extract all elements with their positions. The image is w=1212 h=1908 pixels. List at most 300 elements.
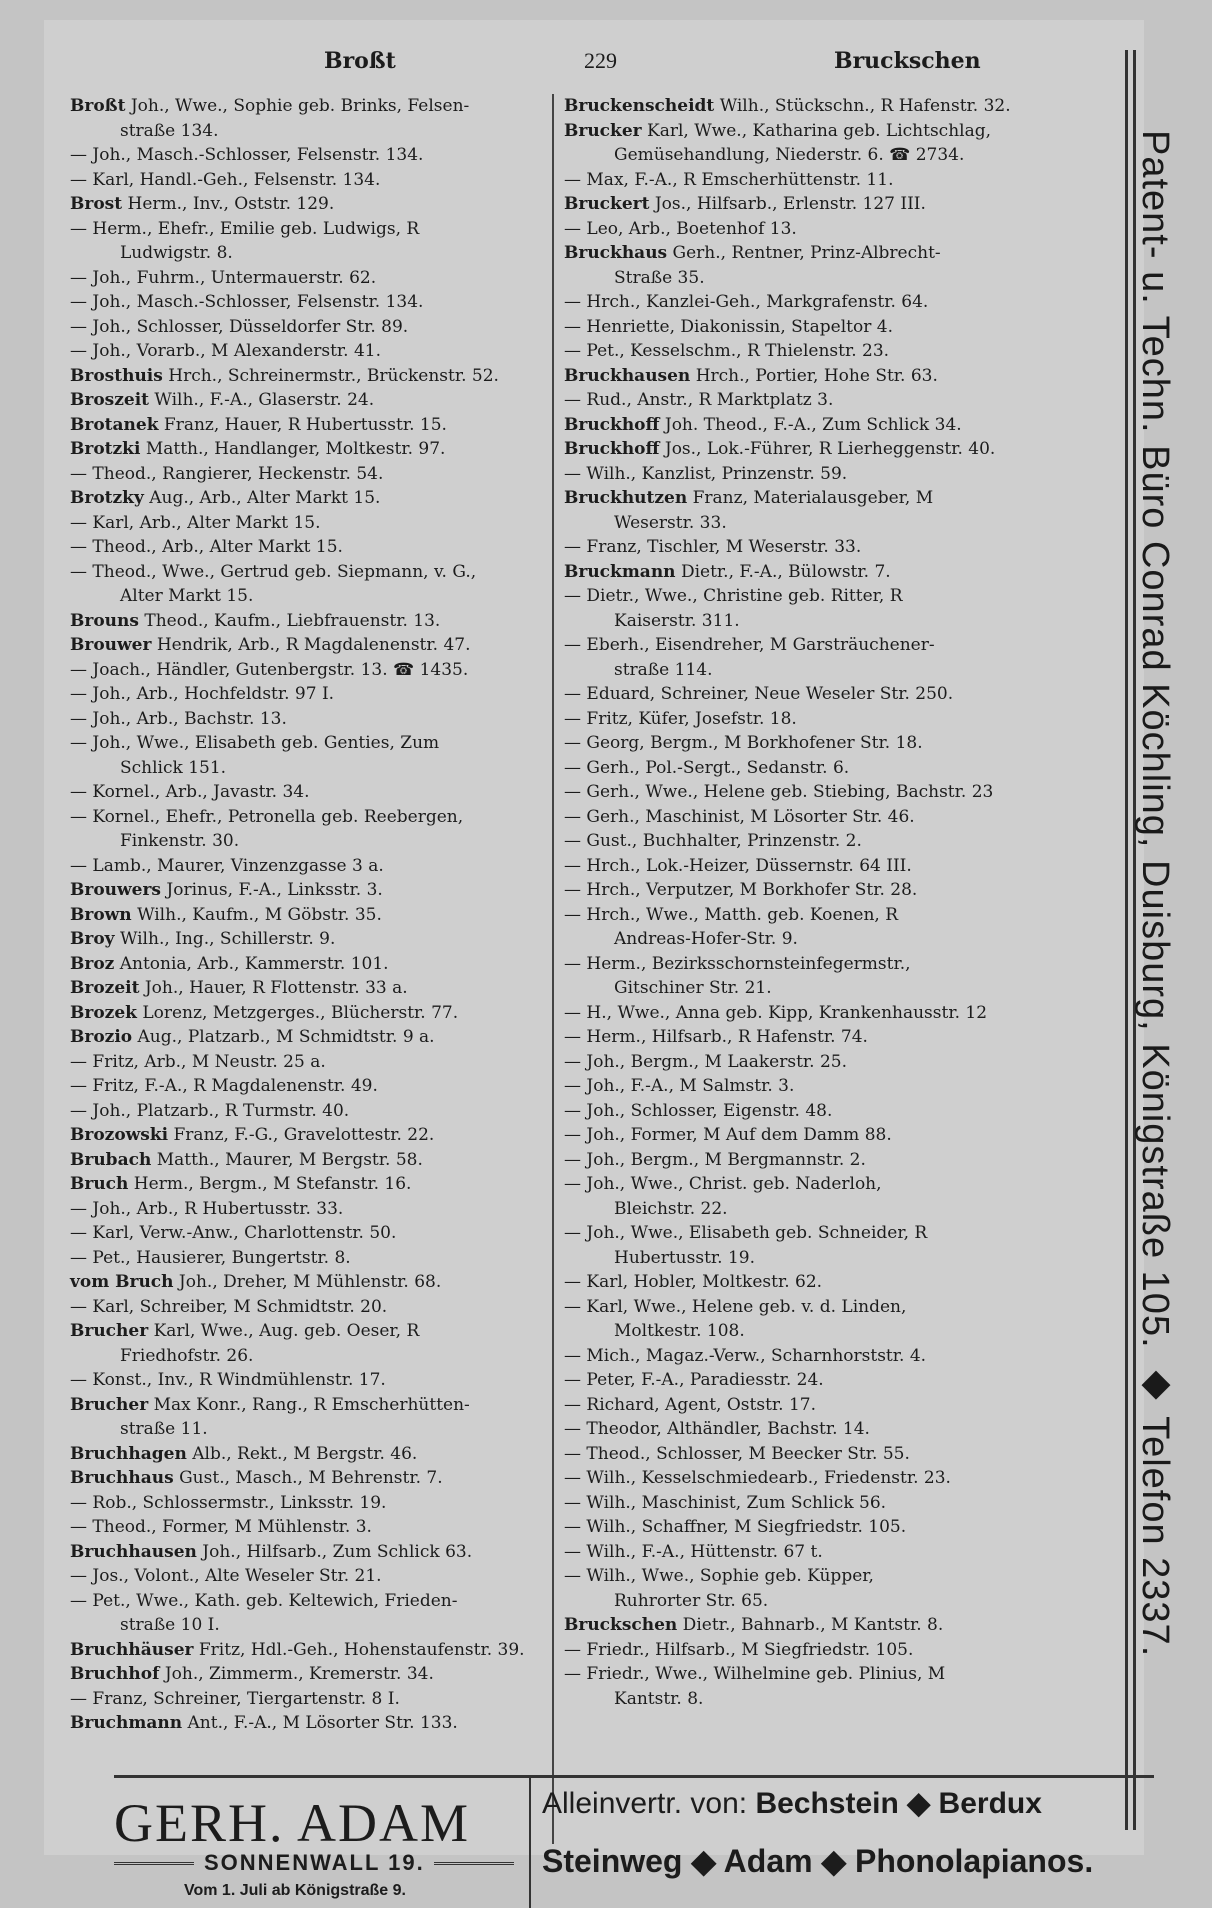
directory-entry <box>70 1466 540 1491</box>
entry-text: — Joh., Wwe., Christ. geb. Naderloh, <box>564 1174 882 1194</box>
entry-surname: Bruckhoff <box>564 414 660 435</box>
entry-surname: Brucker <box>564 120 642 141</box>
directory-entry <box>564 266 1129 291</box>
entry-text: Ruhrorter Str. 65. <box>614 1590 769 1611</box>
ad-note: Vom 1. Juli ab Königstraße 9. <box>184 1882 406 1899</box>
directory-entry <box>70 1515 540 1540</box>
entry-text: — Rud., Anstr., R Marktplatz 3. <box>564 390 834 410</box>
directory-entry <box>564 952 1129 977</box>
advertisement <box>114 1775 1154 1899</box>
entry-text: Hubertusstr. 19. <box>614 1247 756 1268</box>
entry-text: — Theod., Arb., Alter Markt 15. <box>70 537 343 557</box>
page-header <box>74 48 1134 88</box>
ad-address: SONNENWALL 19. <box>204 1850 425 1875</box>
directory-entry <box>70 829 540 854</box>
entry-text: Gemüsehandlung, Niederstr. 6. ☎ 2734. <box>614 145 965 165</box>
directory-entry <box>70 1564 540 1589</box>
directory-entry <box>70 339 540 364</box>
left-column <box>70 94 540 1736</box>
entry-surname: Bruchhagen <box>70 1443 187 1464</box>
entry-text: — Henriette, Diakonissin, Stapeltor 4. <box>564 316 893 337</box>
directory-entry <box>70 976 540 1001</box>
entry-text: Bleichstr. 22. <box>614 1198 728 1219</box>
entry-text: Wilh., F.-A., Glaserstr. 24. <box>149 390 375 410</box>
directory-entry <box>564 388 1129 413</box>
directory-entry <box>564 486 1129 511</box>
directory-entry <box>70 1172 540 1197</box>
directory-entry <box>70 1148 540 1173</box>
entry-text: Matth., Maurer, M Bergstr. 58. <box>151 1149 423 1170</box>
entry-text: — Franz, Schreiner, Tiergartenstr. 8 I. <box>70 1688 400 1709</box>
ad-line1-brands: Bechstein ◆ Berdux <box>755 1787 1042 1820</box>
entry-surname: Brozio <box>70 1027 133 1047</box>
directory-entry <box>564 315 1129 340</box>
entry-text: Moltkestr. 108. <box>614 1321 745 1341</box>
side-advert-text: Patent- u. Techn. Büro Conrad Köchling, Duisburg, Königstraße 105. ◆ Telefon 2337. <box>1134 130 1176 1658</box>
entry-text: Franz, Materialausgeber, M <box>687 488 934 508</box>
entry-text: Wilh., Stückschn., R Hafenstr. 32. <box>714 96 1011 116</box>
entry-text: Karl, Wwe., Aug. geb. Oeser, R <box>148 1321 420 1341</box>
directory-entry <box>70 290 540 315</box>
directory-entry <box>70 878 540 903</box>
directory-entry <box>70 1099 540 1124</box>
directory-entry <box>564 217 1129 242</box>
entry-surname: Bruchhof <box>70 1664 160 1684</box>
column-divider <box>552 94 554 1844</box>
ad-line1-prefix: Alleinvertr. von: <box>542 1787 748 1820</box>
directory-entry <box>564 1564 1129 1589</box>
directory-entry <box>70 511 540 536</box>
directory-entry <box>564 1172 1129 1197</box>
entry-surname: Bruchhaus <box>70 1468 174 1488</box>
entry-text: Andreas-Hofer-Str. 9. <box>614 929 798 949</box>
entry-text: Alb., Rekt., M Bergstr. 46. <box>186 1443 418 1464</box>
directory-entry <box>564 584 1129 609</box>
entry-text: — Joh., Arb., Hochfeldstr. 97 I. <box>70 684 335 704</box>
directory-entry <box>564 560 1129 585</box>
entry-text: — Theod., Wwe., Gertrud geb. Siepmann, v. G., <box>70 561 477 582</box>
directory-entry <box>70 241 540 266</box>
directory-entry <box>564 1295 1129 1320</box>
entry-text: — Fritz, Arb., M Neustr. 25 a. <box>70 1051 326 1072</box>
entry-text: — Kornel., Ehefr., Petronella geb. Reebergen, <box>70 806 464 827</box>
directory-entry <box>70 217 540 242</box>
entry-text: — Gerh., Pol.-Sergt., Sedanstr. 6. <box>564 757 850 778</box>
directory-entry <box>70 658 540 683</box>
entry-text: — Eberh., Eisendreher, M Garsträuchener- <box>564 635 935 655</box>
directory-entry <box>564 609 1129 634</box>
directory-entry <box>564 462 1129 487</box>
entry-text: — Fritz, F.-A., R Magdalenenstr. 49. <box>70 1076 378 1096</box>
entry-text: Gitschiner Str. 21. <box>614 978 772 998</box>
entry-surname: Brozek <box>70 1002 137 1023</box>
directory-entry <box>70 315 540 340</box>
directory-entry <box>70 682 540 707</box>
directory-entry <box>564 878 1129 903</box>
entry-text: — Joh., Wwe., Elisabeth geb. Genties, Zum <box>70 733 440 753</box>
directory-entry <box>70 486 540 511</box>
entry-text: — Friedr., Wwe., Wilhelmine geb. Plinius, M <box>564 1664 946 1684</box>
entry-text: — Georg, Bergm., M Borkhofener Str. 18. <box>564 733 923 753</box>
entry-text: — Joh., Wwe., Elisabeth geb. Schneider, R <box>564 1223 928 1243</box>
directory-entry <box>564 192 1129 217</box>
directory-entry <box>564 437 1129 462</box>
entry-text: Jos., Lok.-Führer, R Lierheggenstr. 40. <box>659 439 996 459</box>
entry-text: — Konst., Inv., R Windmühlenstr. 17. <box>70 1370 386 1390</box>
entry-text: — Karl, Schreiber, M Schmidtstr. 20. <box>70 1296 388 1317</box>
entry-text: straße 10 I. <box>120 1615 220 1635</box>
entry-surname: Brouns <box>70 610 139 631</box>
directory-entry <box>70 756 540 781</box>
directory-entry <box>564 94 1129 119</box>
entry-text: — Theod., Rangierer, Heckenstr. 54. <box>70 463 384 484</box>
ad-rule-left <box>114 1862 194 1865</box>
directory-entry <box>70 609 540 634</box>
entry-text: — Herm., Hilfsarb., R Hafenstr. 74. <box>564 1027 868 1047</box>
directory-page <box>44 20 1144 1899</box>
entry-text: — Karl, Wwe., Helene geb. v. d. Linden, <box>564 1296 907 1317</box>
entry-text: — Friedr., Hilfsarb., M Siegfriedstr. 105. <box>564 1639 914 1660</box>
entry-text: Gerh., Rentner, Prinz-Albrecht- <box>667 243 941 263</box>
entry-surname: Bruckert <box>564 194 650 214</box>
directory-entry <box>70 1417 540 1442</box>
ad-company: GERH. ADAM <box>114 1793 471 1853</box>
directory-entry <box>564 168 1129 193</box>
ad-line2: Steinweg ◆ Adam ◆ Phonolapianos. <box>542 1843 1094 1879</box>
directory-entry <box>564 1099 1129 1124</box>
directory-entry <box>564 1344 1129 1369</box>
directory-entry <box>564 1687 1129 1712</box>
directory-entry <box>70 1393 540 1418</box>
entry-text: — Wilh., Schaffner, M Siegfriedstr. 105. <box>564 1517 907 1537</box>
entry-surname: Brozowski <box>70 1125 169 1145</box>
entry-text: Dietr., Bahnarb., M Kantstr. 8. <box>677 1615 944 1635</box>
entry-text: Wilh., Kaufm., M Göbstr. 35. <box>131 904 382 925</box>
entry-text: — Franz, Tischler, M Weserstr. 33. <box>564 537 862 557</box>
entry-text: — Theod., Schlosser, M Beecker Str. 55. <box>564 1443 910 1464</box>
directory-entry <box>70 1270 540 1295</box>
directory-entry <box>70 1025 540 1050</box>
entry-text: — Gerh., Wwe., Helene geb. Stiebing, Bachstr. 23 <box>564 782 994 802</box>
directory-entry <box>564 1515 1129 1540</box>
directory-entry <box>564 633 1129 658</box>
entry-text: Weserstr. 33. <box>614 512 727 533</box>
entry-text: Ant., F.-A., M Lösorter Str. 133. <box>182 1713 458 1733</box>
directory-entry <box>70 388 540 413</box>
directory-entry <box>564 1540 1129 1565</box>
entry-surname: Bruchhausen <box>70 1541 197 1562</box>
directory-entry <box>564 1123 1129 1148</box>
entry-text: — Mich., Magaz.-Verw., Scharnhorststr. 4. <box>564 1345 927 1366</box>
right-column <box>564 94 1129 1711</box>
entry-surname: Bruckenscheidt <box>564 96 715 116</box>
header-right-keyword: Bruckschen <box>834 48 981 74</box>
directory-entry <box>564 829 1129 854</box>
entry-surname: Broszeit <box>70 390 150 410</box>
entry-text: — Joh., Former, M Auf dem Damm 88. <box>564 1125 892 1145</box>
directory-entry <box>70 633 540 658</box>
directory-entry <box>564 1148 1129 1173</box>
entry-text: — Karl, Hobler, Moltkestr. 62. <box>564 1272 823 1292</box>
entry-surname: Brozeit <box>70 978 140 998</box>
side-advert <box>1125 50 1185 1830</box>
directory-entry <box>70 1711 540 1736</box>
directory-entry <box>70 1613 540 1638</box>
entry-text: — Herm., Ehefr., Emilie geb. Ludwigs, R <box>70 218 420 239</box>
entry-text: — Theodor, Althändler, Bachstr. 14. <box>564 1419 870 1439</box>
entry-text: — Gerh., Maschinist, M Lösorter Str. 46. <box>564 806 915 827</box>
directory-entry <box>564 1417 1129 1442</box>
entry-surname: Bruckmann <box>564 561 676 582</box>
entry-text: Kantstr. 8. <box>614 1688 704 1709</box>
directory-entry <box>70 1687 540 1712</box>
directory-entry <box>564 1466 1129 1491</box>
directory-entry <box>564 682 1129 707</box>
directory-entry <box>70 707 540 732</box>
directory-entry <box>564 1613 1129 1638</box>
directory-entry <box>70 119 540 144</box>
entry-text: — Joh., Masch.-Schlosser, Felsenstr. 134. <box>70 292 424 312</box>
entry-surname: Broy <box>70 929 115 949</box>
entry-surname: Bruckhutzen <box>564 488 688 508</box>
entry-text: — Joh., Platzarb., R Turmstr. 40. <box>70 1100 350 1121</box>
directory-entry <box>70 1442 540 1467</box>
directory-entry <box>564 805 1129 830</box>
entry-text: — Kornel., Arb., Javastr. 34. <box>70 782 310 802</box>
directory-entry <box>70 364 540 389</box>
entry-text: — Joh., Arb., R Hubertusstr. 33. <box>70 1198 344 1219</box>
entry-text: Kaiserstr. 311. <box>614 610 740 631</box>
directory-entry <box>564 1319 1129 1344</box>
entry-text: — Joh., Fuhrm., Untermauerstr. 62. <box>70 267 377 288</box>
directory-entry <box>70 535 540 560</box>
entry-text: Matth., Handlanger, Moltkestr. 97. <box>140 439 446 459</box>
entry-surname: Bruckschen <box>564 1615 678 1635</box>
directory-entry <box>564 241 1129 266</box>
entry-text: — Fritz, Küfer, Josefstr. 18. <box>564 708 797 729</box>
entry-text: — Pet., Hausierer, Bungertstr. 8. <box>70 1247 351 1268</box>
directory-entry <box>564 511 1129 536</box>
entry-text: Gust., Masch., M Behrenstr. 7. <box>173 1468 443 1488</box>
entry-text: Antonia, Arb., Kammerstr. 101. <box>114 953 389 974</box>
entry-text: — Pet., Kesselschm., R Thielenstr. 23. <box>564 341 890 361</box>
entry-text: Karl, Wwe., Katharina geb. Lichtschlag, <box>641 120 992 141</box>
entry-text: Hrch., Portier, Hohe Str. 63. <box>690 365 938 386</box>
entry-text: Theod., Kaufm., Liebfrauenstr. 13. <box>138 610 441 631</box>
entry-text: — Hrch., Wwe., Matth. geb. Koenen, R <box>564 904 899 925</box>
entry-surname: Brost <box>70 194 123 214</box>
directory-entry <box>70 1001 540 1026</box>
entry-text: — Herm., Bezirksschornsteinfegermstr., <box>564 953 911 974</box>
entry-surname: Bruch <box>70 1174 129 1194</box>
directory-entry <box>564 1221 1129 1246</box>
directory-entry <box>564 413 1129 438</box>
entry-text: Joh., Zimmerm., Kremerstr. 34. <box>159 1664 434 1684</box>
directory-entry <box>70 805 540 830</box>
directory-entry <box>564 780 1129 805</box>
directory-entry <box>564 1662 1129 1687</box>
entry-text: — Karl, Handl.-Geh., Felsenstr. 134. <box>70 169 381 190</box>
directory-entry <box>564 1638 1129 1663</box>
entry-text: — Joh., Bergm., M Bergmannstr. 2. <box>564 1149 866 1170</box>
entry-text: — Rob., Schlossermstr., Linksstr. 19. <box>70 1492 387 1513</box>
entry-text: — Joach., Händler, Gutenbergstr. 13. ☎ 1435. <box>70 659 469 680</box>
directory-entry <box>70 854 540 879</box>
entry-text: — Max, F.-A., R Emscherhüttenstr. 11. <box>564 169 894 190</box>
entry-text: Alter Markt 15. <box>120 586 254 606</box>
directory-entry <box>70 94 540 119</box>
directory-entry <box>70 437 540 462</box>
entry-text: — Joh., Schlosser, Eigenstr. 48. <box>564 1100 833 1121</box>
entry-text: Franz, Hauer, R Hubertusstr. 15. <box>158 414 447 435</box>
directory-entry <box>564 1393 1129 1418</box>
directory-entry <box>564 731 1129 756</box>
header-left-keyword: Broßt <box>324 48 396 74</box>
entry-surname: Brouwer <box>70 635 152 655</box>
entry-surname: Brucher <box>70 1394 149 1415</box>
directory-entry <box>70 143 540 168</box>
directory-entry <box>70 731 540 756</box>
entry-surname: Brown <box>70 904 132 925</box>
directory-entry <box>70 1589 540 1614</box>
entry-text: Joh., Hauer, R Flottenstr. 33 a. <box>139 978 408 998</box>
entry-text: Aug., Platzarb., M Schmidtstr. 9 a. <box>132 1027 435 1047</box>
directory-entry <box>70 780 540 805</box>
directory-entry <box>70 1074 540 1099</box>
directory-entry <box>564 927 1129 952</box>
entry-surname: Brucher <box>70 1321 149 1341</box>
ad-line1 <box>542 1786 1042 1821</box>
entry-surname: Broz <box>70 953 115 974</box>
entry-text: straße 114. <box>614 659 713 680</box>
directory-entry <box>70 952 540 977</box>
directory-entry <box>70 903 540 928</box>
directory-entry <box>564 1246 1129 1271</box>
directory-entry <box>70 1540 540 1565</box>
side-rule-left <box>1125 50 1128 1830</box>
entry-text: Ludwigstr. 8. <box>120 243 233 263</box>
entry-text: Joh., Wwe., Sophie geb. Brinks, Felsen- <box>125 96 470 116</box>
entry-text: — Hrch., Kanzlei-Geh., Markgrafenstr. 64. <box>564 292 929 312</box>
directory-entry <box>564 535 1129 560</box>
entry-text: Schlick 151. <box>120 757 227 778</box>
entry-text: — Jos., Volont., Alte Weseler Str. 21. <box>70 1566 382 1586</box>
directory-entry <box>564 1074 1129 1099</box>
directory-entry <box>70 1662 540 1687</box>
entry-text: Finkenstr. 30. <box>120 831 240 851</box>
entry-surname: Bruchhäuser <box>70 1639 194 1660</box>
entry-text: — Hrch., Verputzer, M Borkhofer Str. 28. <box>564 880 918 900</box>
entry-text: Wilh., Ing., Schillerstr. 9. <box>114 929 336 949</box>
entry-text: — Wilh., Maschinist, Zum Schlick 56. <box>564 1492 887 1513</box>
directory-entry <box>564 1368 1129 1393</box>
entry-text: Hendrik, Arb., R Magdalenenstr. 47. <box>151 635 471 655</box>
entry-surname: Brotzki <box>70 439 141 459</box>
directory-entry <box>564 339 1129 364</box>
directory-entry <box>564 364 1129 389</box>
entry-text: — Gust., Buchhalter, Prinzenstr. 2. <box>564 831 862 851</box>
directory-entry <box>564 707 1129 732</box>
entry-text: Fritz, Hdl.-Geh., Hohenstaufenstr. 39. <box>193 1639 525 1660</box>
entry-text: Jos., Hilfsarb., Erlenstr. 127 III. <box>649 194 926 214</box>
directory-entry <box>564 903 1129 928</box>
entry-text: Aug., Arb., Alter Markt 15. <box>143 488 381 508</box>
entry-text: — Wilh., Kesselschmiedearb., Friedenstr. 23. <box>564 1468 951 1488</box>
directory-entry <box>70 927 540 952</box>
directory-entry <box>564 756 1129 781</box>
entry-text: Max Konr., Rang., R Emscherhütten- <box>148 1394 470 1415</box>
directory-entry <box>564 143 1129 168</box>
entry-text: Hrch., Schreinermstr., Brückenstr. 52. <box>162 365 499 386</box>
directory-entry <box>564 854 1129 879</box>
directory-entry <box>564 1270 1129 1295</box>
entry-text: — Wilh., Wwe., Sophie geb. Küpper, <box>564 1566 874 1586</box>
entry-text: straße 134. <box>120 120 219 141</box>
page-number: 229 <box>584 48 617 73</box>
entry-surname: Broßt <box>70 96 126 116</box>
directory-entry <box>70 1638 540 1663</box>
entry-text: — Wilh., F.-A., Hüttenstr. 67 t. <box>564 1541 823 1562</box>
entry-text: — Theod., Former, M Mühlenstr. 3. <box>70 1517 372 1537</box>
entry-text: — Joh., Arb., Bachstr. 13. <box>70 708 287 729</box>
entry-text: Friedhofstr. 26. <box>120 1345 254 1366</box>
entry-text: — Karl, Verw.-Anw., Charlottenstr. 50. <box>70 1223 397 1243</box>
entry-text: straße 11. <box>120 1419 208 1439</box>
entry-text: — Peter, F.-A., Paradiesstr. 24. <box>564 1370 824 1390</box>
ad-divider <box>529 1778 531 1908</box>
entry-text: Joh., Hilfsarb., Zum Schlick 63. <box>196 1541 473 1562</box>
entry-text: — Hrch., Lok.-Heizer, Düssernstr. 64 III. <box>564 855 912 876</box>
directory-entry <box>564 1589 1129 1614</box>
entry-text: — Joh., Masch.-Schlosser, Felsenstr. 134. <box>70 145 424 165</box>
directory-entry <box>564 290 1129 315</box>
entry-text: Lorenz, Metzgerges., Blücherstr. 77. <box>136 1002 459 1023</box>
directory-entry <box>564 1197 1129 1222</box>
directory-entry <box>70 1221 540 1246</box>
entry-surname: vom Bruch <box>70 1272 174 1292</box>
entry-text: Herm., Bergm., M Stefanstr. 16. <box>128 1174 412 1194</box>
entry-surname: Bruckhoff <box>564 439 660 459</box>
entry-surname: Brotzky <box>70 488 144 508</box>
entry-surname: Bruchmann <box>70 1713 183 1733</box>
directory-entry <box>564 658 1129 683</box>
directory-entry <box>564 1442 1129 1467</box>
entry-text: — Joh., F.-A., M Salmstr. 3. <box>564 1076 795 1096</box>
entry-text: — Wilh., Kanzlist, Prinzenstr. 59. <box>564 463 848 484</box>
entry-text: — Lamb., Maurer, Vinzenzgasse 3 a. <box>70 855 384 876</box>
directory-entry <box>564 1001 1129 1026</box>
entry-surname: Brosthuis <box>70 365 163 386</box>
directory-entry <box>70 1368 540 1393</box>
entry-text: — Joh., Schlosser, Düsseldorfer Str. 89. <box>70 316 409 337</box>
entry-text: — Karl, Arb., Alter Markt 15. <box>70 512 321 533</box>
directory-entry <box>70 1197 540 1222</box>
entry-surname: Brouwers <box>70 880 162 900</box>
directory-entry <box>70 462 540 487</box>
directory-entry <box>70 168 540 193</box>
directory-entry <box>70 1246 540 1271</box>
entry-text: — Dietr., Wwe., Christine geb. Ritter, R <box>564 586 903 606</box>
entry-text: — Leo, Arb., Boetenhof 13. <box>564 218 797 239</box>
entry-text: Dietr., F.-A., Bülowstr. 7. <box>675 561 891 582</box>
entry-surname: Bruckhausen <box>564 365 691 386</box>
entry-surname: Brubach <box>70 1149 152 1170</box>
directory-entry <box>70 192 540 217</box>
directory-entry <box>70 1050 540 1075</box>
entry-text: — H., Wwe., Anna geb. Kipp, Krankenhausstr. 12 <box>564 1002 988 1023</box>
directory-entry <box>70 1295 540 1320</box>
directory-entry <box>70 1344 540 1369</box>
